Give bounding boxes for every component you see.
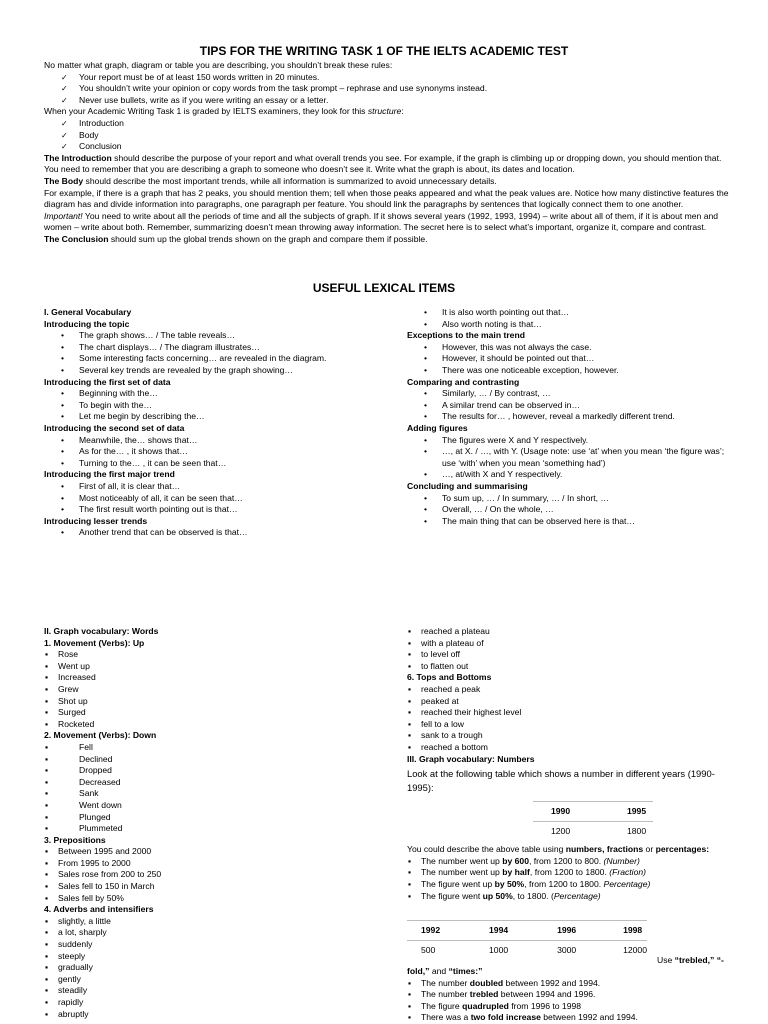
- rule-item: ✓ You shouldn’t write your opinion or copy words from the task prompt – rephrase and use synonyms instead.: [44, 83, 736, 95]
- phrase-list: [407, 307, 732, 330]
- phrase-item: • Meanwhile, the… shows that…: [44, 435, 374, 447]
- word-item: ▪ slightly, a little: [44, 916, 374, 928]
- word-list: [407, 626, 737, 672]
- structure-list: [44, 118, 736, 153]
- fold-item: ▪ The number doubled between 1992 and 1994.: [407, 978, 737, 990]
- word-item: ▪ Grew: [44, 684, 374, 696]
- conclusion-paragraph: The Conclusion should sum up the global trends shown on the graph and compare them if possible.: [44, 233, 428, 244]
- subsection-heading: Adding figures: [407, 422, 468, 433]
- word-item: ▪ gently: [44, 974, 374, 986]
- subsection-heading: Introducing the second set of data: [44, 422, 185, 433]
- phrase-item: • The figures were X and Y respectively.: [407, 435, 732, 447]
- section-heading: II. Graph vocabulary: Words: [44, 626, 159, 636]
- rules-list: [44, 72, 736, 107]
- numbers-table-2: [407, 920, 647, 960]
- phrase-item: • To begin with the…: [44, 400, 374, 412]
- describe-item: ▪ The number went up by half, from 1200 to 1800. (Fraction): [407, 867, 737, 879]
- word-item: ▪ Rocketed: [44, 719, 374, 731]
- word-item: ▪ Surged: [44, 707, 374, 719]
- phrase-item: • A similar trend can be observed in…: [407, 400, 732, 412]
- structure-item: ✓ Conclusion: [44, 141, 736, 153]
- word-item: ▪ Went up: [44, 661, 374, 673]
- rule-item: ✓ Never use bullets, write as if you were writing an essay or a letter.: [44, 95, 736, 107]
- word-item: ▪ peaked at: [407, 696, 737, 708]
- phrase-item: • The first result worth pointing out is that…: [44, 504, 374, 516]
- word-item: ▪ to level off: [407, 649, 737, 661]
- word-item: ▪ reached their highest level: [407, 707, 737, 719]
- word-item: ▪ steeply: [44, 951, 374, 963]
- fold-item: ▪ The figure quadrupled from 1996 to 1998: [407, 1001, 737, 1013]
- phrase-item: • Another trend that can be observed is that…: [44, 527, 374, 539]
- subsection-heading: 3. Prepositions: [44, 834, 106, 845]
- word-item: ▪ From 1995 to 2000: [44, 858, 374, 870]
- describe-list: [407, 856, 737, 902]
- phrase-item: • Turning to the… , it can be seen that…: [44, 458, 374, 470]
- phrase-item: • Let me begin by describing the…: [44, 411, 374, 423]
- introduction-paragraph: The Introduction should describe the purpose of your report and what overall trends you see. For example, if the graph is climbing up or dropping down, you should mention that. You need to remember that you are describing a graph to someone who doesn’t see it. Write what the graph is about, its dates and location.: [44, 152, 722, 175]
- subsection-heading: Introducing the first set of data: [44, 376, 171, 387]
- phrase-item: • However, this was not always the case.: [407, 342, 732, 354]
- fold-item: ▪ There was a two fold increase between 1992 and 1994.: [407, 1012, 737, 1024]
- subsection-heading: Concluding and summarising: [407, 480, 528, 491]
- table-cell: 1200: [551, 825, 571, 836]
- word-item: ▪ Sank: [44, 788, 374, 800]
- phrase-list: [44, 527, 374, 539]
- word-item: ▪ abruptly: [44, 1009, 374, 1021]
- subsection-heading: Introducing the first major trend: [44, 469, 175, 480]
- phrase-item: • First of all, it is clear that…: [44, 481, 374, 493]
- subsection-heading: 6. Tops and Bottoms: [407, 672, 492, 683]
- describe-intro: You could describe the above table using numbers, fractions or percentages:: [407, 844, 710, 855]
- subsection-heading: 4. Adverbs and intensifiers: [44, 904, 154, 915]
- subsection-heading: Exceptions to the main trend: [407, 330, 525, 341]
- intro-section: [44, 60, 736, 246]
- body-paragraph-2: For example, if there is a graph that has 2 peaks, you should mention them; tell when those peaks appeared and what the peak values are. Notice how many distinctive features the diagram has and divide information into paragraphs, one paragraph per feature. You should link the paragraphs by sentences that logically connect them to one another.: [44, 187, 729, 210]
- table-cell: 1000: [489, 944, 509, 955]
- phrase-item: • The graph shows… / The table reveals…: [44, 330, 374, 342]
- table-header-cell: 1992: [407, 921, 477, 941]
- phrase-item: • Several key trends are revealed by the graph showing…: [44, 365, 374, 377]
- phrase-list: [44, 481, 374, 516]
- fold-section: [407, 966, 737, 1024]
- word-item: ▪ Shot up: [44, 696, 374, 708]
- word-item: ▪ Sales fell to 150 in March: [44, 881, 374, 893]
- word-item: ▪ Sales fell by 50%: [44, 893, 374, 905]
- describe-item: ▪ The figure went up by 50%, from 1200 to 1800. Percentage): [407, 879, 737, 891]
- phrase-item: • The results for… , however, reveal a markedly different trend.: [407, 411, 732, 423]
- phrase-list: [407, 342, 732, 377]
- phrase-list: [44, 388, 374, 423]
- graph-vocab-right-column: [407, 626, 737, 902]
- table-header-cell: 1994: [477, 921, 545, 941]
- word-item: ▪ Rose: [44, 649, 374, 661]
- section-heading: I. General Vocabulary: [44, 307, 132, 317]
- word-item: ▪ suddenly: [44, 939, 374, 951]
- numbers-intro: Look at the following table which shows a number in different years (1990-1995):: [407, 768, 715, 794]
- word-list: [44, 649, 374, 730]
- table-cell: 3000: [557, 944, 577, 955]
- word-item: ▪ Fell: [44, 742, 374, 754]
- word-item: ▪ rapidly: [44, 997, 374, 1009]
- page-title: TIPS FOR THE WRITING TASK 1 OF THE IELTS ACADEMIC TEST: [199, 44, 569, 58]
- table-header-cell: 1995: [611, 802, 653, 822]
- phrase-item: • …, at X. / …, with Y. (Usage note: use ‘at’ when you mean ‘the figure was’; use ‘with’ when you mean ‘something had’): [407, 446, 732, 469]
- word-item: ▪ Dropped: [44, 765, 374, 777]
- body-paragraph: The Body should describe the most important trends, while all information is summarized to avoid unnecessary details.: [44, 175, 497, 186]
- lexical-left-column: [44, 307, 374, 539]
- word-item: ▪ steadily: [44, 985, 374, 997]
- graph-vocab-left-column: [44, 626, 374, 1020]
- subsection-heading: Comparing and contrasting: [407, 376, 520, 387]
- phrase-item: • To sum up, … / In summary, … / In short, …: [407, 493, 732, 505]
- phrase-item: • Similarly, … / By contrast, …: [407, 388, 732, 400]
- word-item: ▪ reached a peak: [407, 684, 737, 696]
- lexical-right-column: [407, 307, 732, 527]
- table-cell: 12000: [623, 944, 647, 955]
- structure-item: ✓ Body: [44, 130, 736, 142]
- word-item: ▪ Increased: [44, 672, 374, 684]
- word-list: [44, 742, 374, 835]
- table-header-cell: 1996: [545, 921, 613, 941]
- word-item: ▪ Went down: [44, 800, 374, 812]
- word-item: ▪ Declined: [44, 754, 374, 766]
- word-item: ▪ reached a bottom: [407, 742, 737, 754]
- subsection-heading: 2. Movement (Verbs): Down: [44, 730, 157, 741]
- phrase-item: • Some interesting facts concerning… are revealed in the diagram.: [44, 353, 374, 365]
- numbers-table-1: [533, 801, 653, 841]
- phrase-list: [44, 435, 374, 470]
- fold-intro: fold,” and “times:”: [407, 966, 483, 976]
- use-text: Use “trebled,” “-: [657, 955, 724, 965]
- phrase-item: • However, it should be pointed out that…: [407, 353, 732, 365]
- word-item: ▪ Plummeted: [44, 823, 374, 835]
- word-item: ▪ Plunged: [44, 812, 374, 824]
- word-item: ▪ with a plateau of: [407, 638, 737, 650]
- word-item: ▪ Sales rose from 200 to 250: [44, 869, 374, 881]
- phrase-item: • Also worth noting is that…: [407, 319, 732, 331]
- structure-item: ✓ Introduction: [44, 118, 736, 130]
- structure-intro: When your Academic Writing Task 1 is graded by IELTS examiners, they look for this structure:: [44, 106, 404, 117]
- describe-item: ▪ The figure went up 50%, to 1800. (Percentage): [407, 891, 737, 903]
- word-list: [44, 916, 374, 1020]
- subsection-heading: Introducing the topic: [44, 318, 130, 329]
- phrase-item: • Overall, … / On the whole, …: [407, 504, 732, 516]
- table-cell: 1800: [627, 825, 647, 836]
- phrase-item: • It is also worth pointing out that…: [407, 307, 732, 319]
- intro-line: No matter what graph, diagram or table you are describing, you shouldn’t break these rules:: [44, 60, 393, 70]
- describe-item: ▪ The number went up by 600, from 1200 to 800. (Number): [407, 856, 737, 868]
- word-item: ▪ Decreased: [44, 777, 374, 789]
- fold-item: ▪ The number trebled between 1994 and 1996.: [407, 989, 737, 1001]
- table-header-cell: 1990: [533, 802, 611, 822]
- rule-item: ✓ Your report must be of at least 150 words written in 20 minutes.: [44, 72, 736, 84]
- subsection-heading: Introducing lesser trends: [44, 515, 148, 526]
- table-header-cell: 1998: [613, 921, 647, 941]
- word-list: [44, 846, 374, 904]
- word-list: [407, 684, 737, 754]
- important-paragraph: Important! You need to write about all the periods of time and all the subjects of graph. If it shows several years (1992, 1993, 1994) – write about all of them, if it is about men and women – write about both. Remember, summarizing doesn’t mean throwing away information. The secret here is to select what’s important, organize it, compare and contrast.: [44, 210, 719, 233]
- phrase-item: • …, at/with X and Y respectively.: [407, 469, 732, 481]
- phrase-item: • Most noticeably of all, it can be seen that…: [44, 493, 374, 505]
- subsection-heading: 1. Movement (Verbs): Up: [44, 637, 145, 648]
- word-item: ▪ sank to a trough: [407, 730, 737, 742]
- phrase-list: [44, 330, 374, 376]
- phrase-item: • There was one noticeable exception, however.: [407, 365, 732, 377]
- phrase-list: [407, 493, 732, 528]
- word-item: ▪ a lot, sharply: [44, 927, 374, 939]
- word-item: ▪ reached a plateau: [407, 626, 737, 638]
- phrase-list: [407, 435, 732, 481]
- lexical-title: USEFUL LEXICAL ITEMS: [312, 281, 456, 295]
- phrase-list: [407, 388, 732, 423]
- word-item: ▪ fell to a low: [407, 719, 737, 731]
- table-cell: 500: [421, 944, 436, 955]
- phrase-item: • The chart displays… / The diagram illustrates…: [44, 342, 374, 354]
- fold-list: [407, 978, 737, 1024]
- word-item: ▪ Between 1995 and 2000: [44, 846, 374, 858]
- word-item: ▪ gradually: [44, 962, 374, 974]
- phrase-item: • As for the… , it shows that…: [44, 446, 374, 458]
- phrase-item: • Beginning with the…: [44, 388, 374, 400]
- word-item: ▪ to flatten out: [407, 661, 737, 673]
- phrase-item: • The main thing that can be observed here is that…: [407, 516, 732, 528]
- subsection-heading: III. Graph vocabulary: Numbers: [407, 753, 535, 764]
